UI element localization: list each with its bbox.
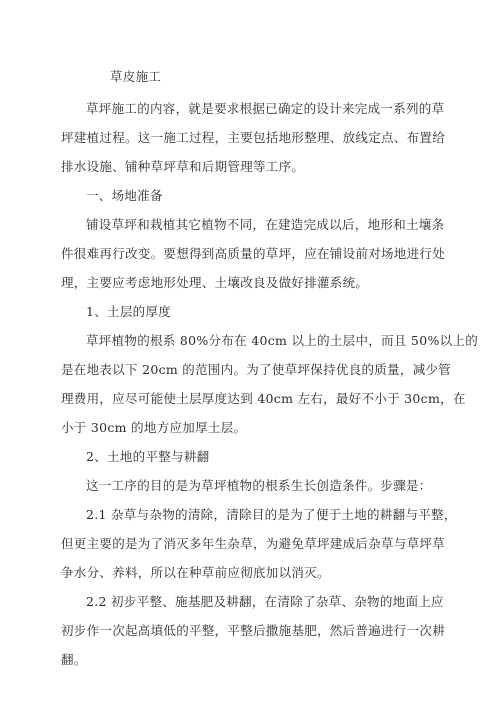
paragraph-line: 铺设草坪和栽植其它植物不同，在建造完成以后，地形和土壤条 — [86, 217, 445, 232]
document-title: 草皮施工 — [110, 69, 162, 84]
paragraph-line: 坪建植过程。这一施工过程，主要包括地形整理、放线定点、布置给 — [61, 130, 446, 145]
paragraph-line: 2.1 杂草与杂物的清除，清除目的是为了便于土地的耕翻与平整， — [86, 507, 457, 522]
paragraph-line: 但更主要的是为了消灭多年生杂草，为避免草坪建成后杂草与草坪草 — [61, 536, 446, 551]
paragraph-line: 初步作一次起高填低的平整，平整后撒施基肥，然后普遍进行一次耕 — [61, 623, 446, 638]
paragraph-line: 小于 30cm 的地方应加厚土层。 — [61, 420, 247, 435]
paragraph-line: 是在地表以下 20cm 的范围内。为了使草坪保持优良的质量，减少管 — [61, 362, 452, 377]
paragraph-line: 草坪植物的根系 80%分布在 40cm 以上的土层中，而且 50%以上的 — [86, 333, 479, 348]
paragraph-line: 草坪施工的内容，就是要求根据已确定的设计来完成一系列的草 — [86, 101, 445, 116]
subsection-heading: 1、土层的厚度 — [86, 304, 172, 319]
paragraph-line: 2.2 初步平整、施基肥及耕翻，在清除了杂草、杂物的地面上应 — [86, 594, 444, 609]
subsection-heading: 2、土地的平整与耕翻 — [86, 449, 210, 464]
paragraph-line: 排水设施、铺种草坪草和后期管理等工序。 — [61, 159, 305, 174]
paragraph-line: 争水分、养料，所以在种草前应彻底加以消灭。 — [61, 565, 330, 580]
paragraph-line: 理费用，应尽可能使土层厚度达到 40cm 左右，最好不小于 30cm，在 — [61, 391, 466, 406]
paragraph-line: 翻。 — [61, 652, 87, 667]
paragraph-line: 这一工序的目的是为草坪植物的根系生长创造条件。步骤是： — [86, 478, 432, 493]
paragraph-line: 件很难再行改变。要想得到高质量的草坪，应在铺设前对场地进行处 — [61, 246, 446, 261]
paragraph-line: 理，主要应考虑地形处理、土壤改良及做好排灌系统。 — [61, 275, 369, 290]
section-heading: 一、场地准备 — [86, 188, 163, 203]
